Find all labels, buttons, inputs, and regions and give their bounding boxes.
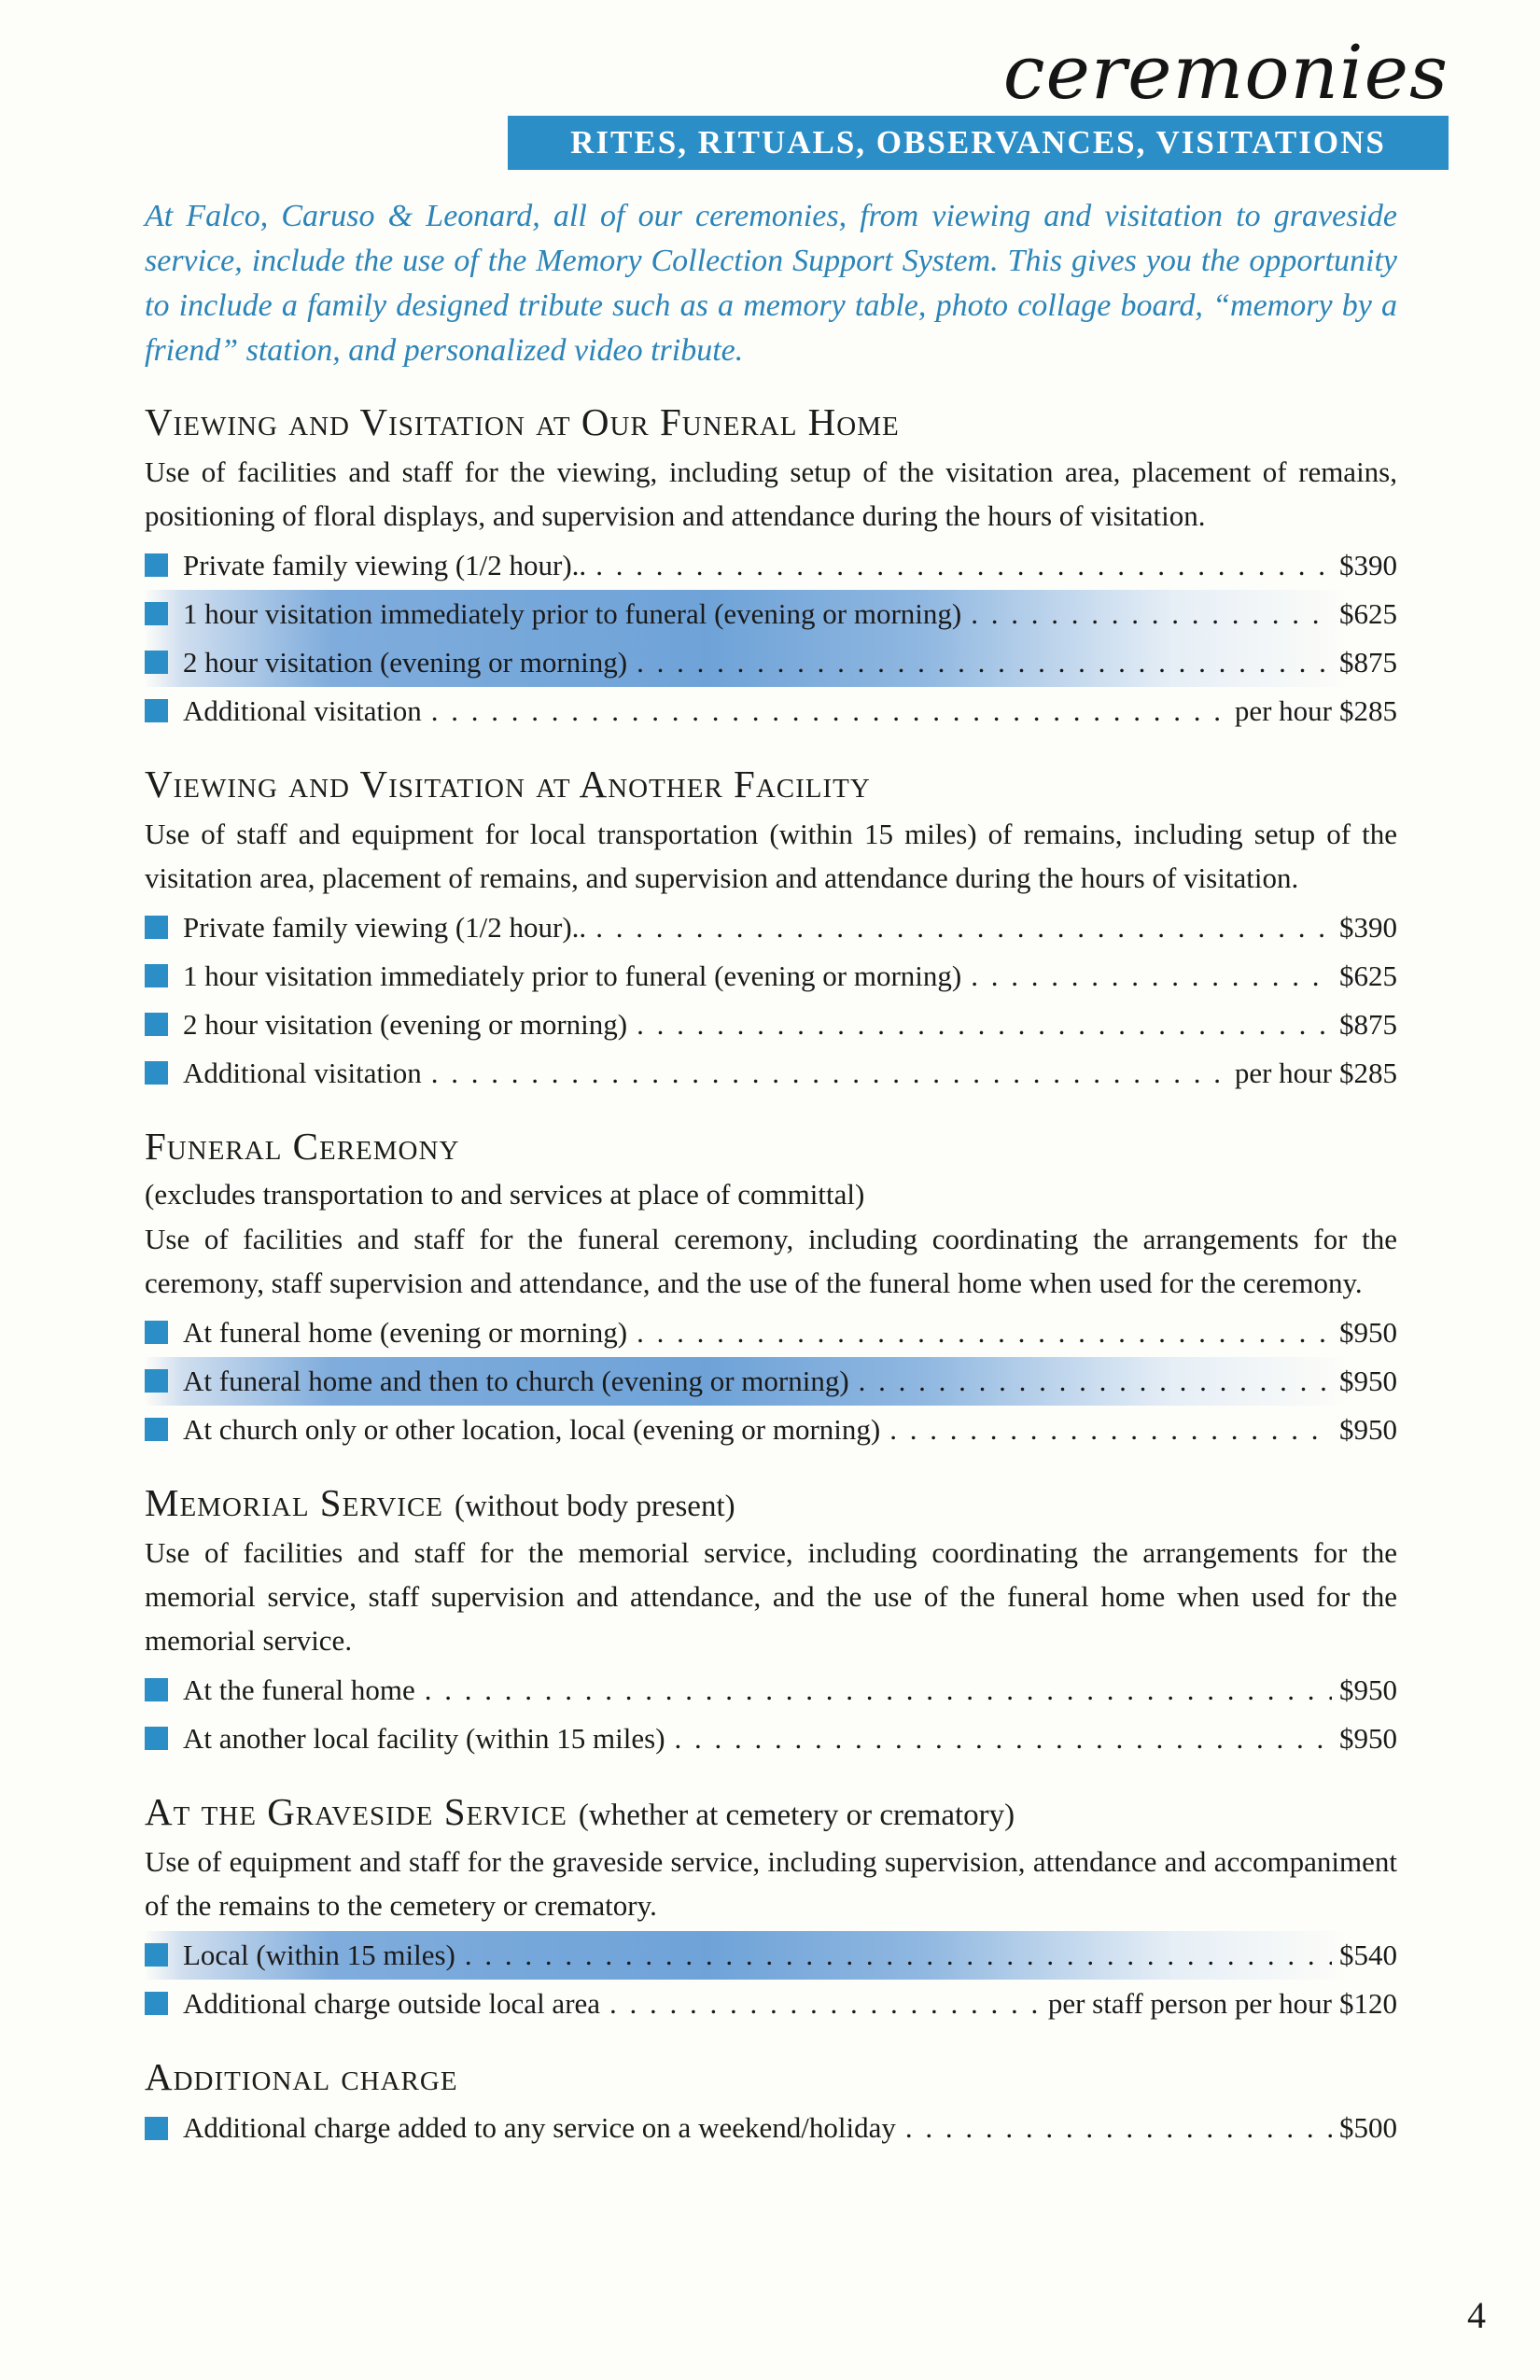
price-row xyxy=(145,541,1397,590)
leader-dots xyxy=(971,596,1332,632)
item-price: $285 xyxy=(1339,1056,1397,1089)
leader-dots xyxy=(905,2110,1332,2146)
section-heading xyxy=(145,1791,1397,1834)
item-price: $500 xyxy=(1339,2111,1397,2145)
item-price: $390 xyxy=(1339,548,1397,581)
item-price: $950 xyxy=(1339,1721,1397,1755)
section-heading-text: Additional charge xyxy=(145,2054,458,2098)
section-heading-text: Memorial Service xyxy=(145,1480,443,1524)
leader-dots xyxy=(971,959,1332,994)
bullet-square-icon xyxy=(145,2117,168,2140)
price-row-highlighted xyxy=(145,1931,1397,1980)
bullet-square-icon xyxy=(145,1727,168,1750)
item-price: $950 xyxy=(1339,1412,1397,1446)
leader-dots xyxy=(609,1986,1048,2022)
section-funeral-ceremony xyxy=(145,1126,1397,1454)
section-heading xyxy=(145,1482,1397,1525)
price-row xyxy=(145,1309,1397,1357)
price-row xyxy=(145,1715,1397,1763)
item-label: 2 hour visitation (evening or morning) xyxy=(183,1007,628,1041)
item-label: At another local facility (within 15 miles) xyxy=(183,1721,665,1755)
item-price: $390 xyxy=(1339,910,1397,944)
leader-dots xyxy=(637,1315,1332,1351)
bullet-square-icon xyxy=(145,964,168,987)
price-row xyxy=(145,687,1397,735)
item-label: Additional visitation xyxy=(183,1056,422,1089)
highlight-band xyxy=(145,590,1397,687)
item-price: $285 xyxy=(1339,693,1397,727)
item-label: 1 hour visitation immediately prior to funeral (evening or morning) xyxy=(183,596,962,630)
price-row xyxy=(145,1049,1397,1098)
item-label: Additional charge added to any service on a weekend/holiday xyxy=(183,2111,896,2145)
section-heading-text: Funeral Ceremony xyxy=(145,1124,460,1168)
section-heading xyxy=(145,2056,1397,2099)
item-unit-suffix: per hour xyxy=(1234,1056,1332,1089)
leader-dots xyxy=(431,1056,1235,1091)
item-price: $120 xyxy=(1339,1986,1397,2020)
section-heading xyxy=(145,763,1397,806)
section-description: Use of facilities and staff for the viewing, including setup of the visitation area, placement of remains, positioning of floral displays, and supervision and attendance during the hours of visitation. xyxy=(145,455,1397,532)
section-heading-note: (whether at cemetery or crematory) xyxy=(578,1798,1015,1832)
bullet-square-icon xyxy=(145,916,168,939)
item-label: Additional charge outside local area xyxy=(183,1986,601,2020)
bullet-square-icon xyxy=(145,1992,168,2015)
page-number: 4 xyxy=(1467,2294,1486,2336)
leader-dots xyxy=(637,1007,1332,1043)
item-unit-suffix: per staff person per hour xyxy=(1047,1986,1332,2020)
leader-dots xyxy=(889,1412,1332,1448)
section-description: Use of equipment and staff for the graveside service, including supervision, attendance and accompaniment of the remains to the cemetery or crematory. xyxy=(145,1844,1397,1922)
item-label: Additional visitation xyxy=(183,693,422,727)
leader-dots xyxy=(595,910,1332,945)
section-description: Use of staff and equipment for local transportation (within 15 miles) of remains, including setup of the visitation area, placement of remains, and supervision and attendance during the hours of visitation. xyxy=(145,817,1397,894)
bullet-square-icon xyxy=(145,553,168,577)
price-row xyxy=(145,952,1397,1001)
bullet-square-icon xyxy=(145,1013,168,1036)
bullet-square-icon xyxy=(145,602,168,625)
item-price: $950 xyxy=(1339,1315,1397,1349)
item-label: 2 hour visitation (evening or morning) xyxy=(183,645,628,679)
item-label: Private family viewing (1/2 hour).. xyxy=(183,910,587,944)
section-heading-text: Viewing and Visitation at Our Funeral Home xyxy=(145,400,900,443)
leader-dots xyxy=(595,548,1332,583)
bullet-square-icon xyxy=(145,1418,168,1441)
item-price: $875 xyxy=(1339,645,1397,679)
item-label: Private family viewing (1/2 hour).. xyxy=(183,548,587,581)
section-viewing-funeral-home xyxy=(145,401,1397,735)
leader-dots xyxy=(675,1721,1332,1757)
item-price: $625 xyxy=(1339,596,1397,630)
masthead xyxy=(145,0,1449,116)
item-unit-suffix: per hour xyxy=(1234,693,1332,727)
section-heading xyxy=(145,1126,1397,1169)
section-additional-charge xyxy=(145,2056,1397,2153)
price-row xyxy=(145,1666,1397,1715)
section-heading-text: At the Graveside Service xyxy=(145,1789,567,1833)
bullet-square-icon xyxy=(145,699,168,722)
price-row-highlighted xyxy=(145,1357,1397,1406)
banner: RITES, RITUALS, OBSERVANCES, VISITATIONS xyxy=(508,116,1449,170)
price-row xyxy=(145,638,1397,687)
bullet-square-icon xyxy=(145,1321,168,1344)
bullet-square-icon xyxy=(145,1061,168,1085)
item-price: $950 xyxy=(1339,1673,1397,1706)
section-graveside-service xyxy=(145,1791,1397,2028)
page-title: ceremonies xyxy=(1002,29,1449,116)
leader-dots xyxy=(637,645,1332,680)
price-row xyxy=(145,903,1397,952)
section-viewing-another-facility xyxy=(145,763,1397,1098)
item-price: $540 xyxy=(1339,1938,1397,1971)
leader-dots xyxy=(425,1673,1332,1708)
price-row xyxy=(145,1406,1397,1454)
section-subtitle: (excludes transportation to and services at place of committal) xyxy=(145,1177,865,1211)
price-row xyxy=(145,1980,1397,2028)
content-column xyxy=(145,0,1449,2152)
price-row xyxy=(145,1001,1397,1049)
item-label: Local (within 15 miles) xyxy=(183,1938,455,1971)
bullet-square-icon xyxy=(145,1678,168,1701)
item-label: At church only or other location, local (evening or morning) xyxy=(183,1412,881,1446)
section-description: Use of facilities and staff for the funeral ceremony, including coordinating the arrangements for the ceremony, staff supervision and attendance, and the use of the funeral home when used for the ceremony. xyxy=(145,1222,1397,1299)
intro-paragraph: At Falco, Caruso & Leonard, all of our ceremonies, from viewing and visitation to graveside service, include the use of the Memory Collection Support System. This gives you the opportunity to include a family designed tribute such as a memory table, photo collage board, “memory by a friend” station, and personalized video tribute. xyxy=(145,199,1397,368)
section-memorial-service xyxy=(145,1482,1397,1763)
leader-dots xyxy=(431,693,1235,729)
bullet-square-icon xyxy=(145,1369,168,1393)
item-label: At the funeral home xyxy=(183,1673,415,1706)
item-label: At funeral home (evening or morning) xyxy=(183,1315,628,1349)
section-heading-note: (without body present) xyxy=(455,1489,735,1523)
item-label: At funeral home and then to church (evening or morning) xyxy=(183,1364,849,1397)
section-heading xyxy=(145,401,1397,444)
section-heading-text: Viewing and Visitation at Another Facility xyxy=(145,762,871,805)
item-price: $875 xyxy=(1339,1007,1397,1041)
leader-dots xyxy=(465,1938,1332,1973)
item-label: 1 hour visitation immediately prior to funeral (evening or morning) xyxy=(183,959,962,992)
price-row xyxy=(145,2104,1397,2152)
leader-dots xyxy=(859,1364,1332,1399)
bullet-square-icon xyxy=(145,1943,168,1967)
item-price: $950 xyxy=(1339,1364,1397,1397)
section-description: Use of facilities and staff for the memorial service, including coordinating the arrangements for the memorial service, staff supervision and attendance, and the use of the funeral home when used for the memorial service. xyxy=(145,1535,1397,1657)
price-row xyxy=(145,590,1397,638)
bullet-square-icon xyxy=(145,651,168,674)
item-price: $625 xyxy=(1339,959,1397,992)
